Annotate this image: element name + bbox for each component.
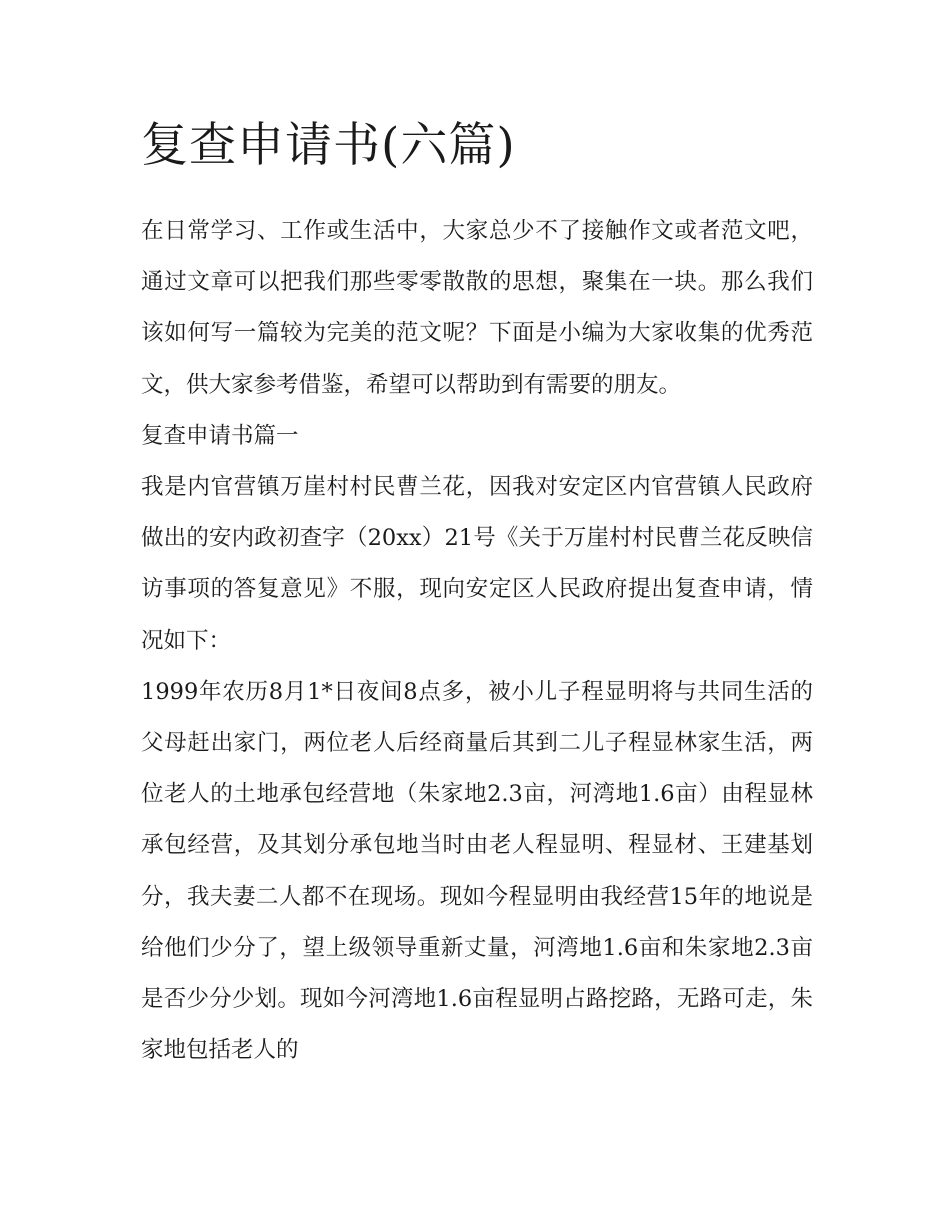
- body-paragraph-1: 我是内官营镇万崖村村民曹兰花，因我对安定区内官营镇人民政府做出的安内政初查字（20xx）21号《关于万崖村村民曹兰花反映信访事项的答复意见》不服，现向安定区人民政府提出复查申请，情况如下：: [141, 474, 813, 654]
- section-heading: 复查申请书篇一: [141, 422, 299, 449]
- document-body: [141, 114, 813, 1076]
- intro-paragraph: 在日常学习、工作或生活中，大家总少不了接触作文或者范文吧，通过文章可以把我们那些零零散散的思想，聚集在一块。那么我们该如何写一篇较为完美的范文呢？下面是小编为大家收集的优秀范文，供大家参考借鉴，希望可以帮助到有需要的朋友。: [141, 218, 813, 398]
- document-title: 复查申请书(六篇): [141, 118, 516, 173]
- body-paragraph-2: 1999年农历8月1*日夜间8点多，被小儿子程显明将与共同生活的父母赶出家门，两位老人后经商量后其到二儿子程显林家生活，两位老人的土地承包经营地（朱家地2.3亩，河湾地1.6亩）由程显林承包经营，及其划分承包地当时由老人程显明、程显材、王建基划分，我夫妻二人都不在现场。现如今程显明由我经营15年的地说是给他们少分了，望上级领导重新丈量，河湾地1.6亩和朱家地2.3亩是否少分少划。现如今河湾地1.6亩程显明占路挖路，无路可走，朱家地包括老人的: [141, 678, 813, 1064]
